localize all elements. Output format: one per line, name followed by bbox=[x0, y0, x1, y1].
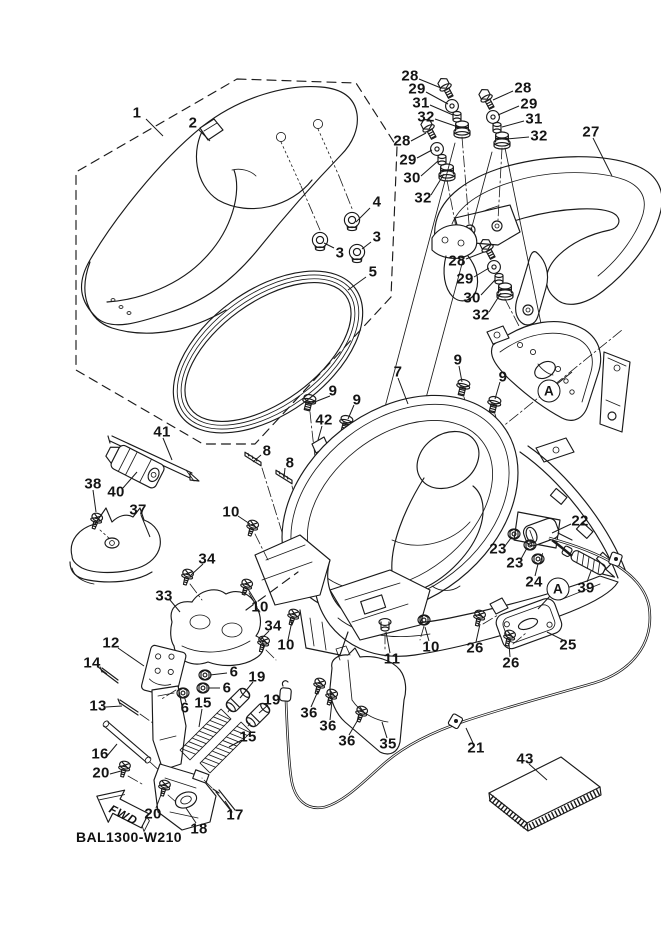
part-number-label: 21 bbox=[467, 739, 485, 757]
leader-line bbox=[210, 673, 227, 675]
part-number-label: 6 bbox=[229, 663, 239, 681]
part-number-label: 40 bbox=[107, 483, 125, 501]
seat bbox=[82, 87, 358, 334]
part-number-label: 26 bbox=[502, 654, 520, 672]
part-number-label: 31 bbox=[412, 94, 430, 112]
part-number-label: 8 bbox=[285, 454, 295, 472]
leader-line bbox=[421, 161, 438, 176]
leader-line bbox=[225, 801, 231, 810]
part-number-label: 19 bbox=[263, 691, 281, 709]
part-number-label: 12 bbox=[102, 634, 120, 652]
part-number-label: 9 bbox=[352, 391, 362, 409]
leader-line bbox=[163, 438, 172, 460]
part-number-label: 20 bbox=[92, 764, 110, 782]
part-number-label: 42 bbox=[315, 411, 333, 429]
leader-line bbox=[489, 293, 501, 312]
part-number-label: 4 bbox=[372, 193, 382, 211]
part-number-label: 34 bbox=[264, 617, 282, 635]
leader-line bbox=[118, 648, 144, 666]
seat-dampers bbox=[312, 212, 364, 262]
leader-line bbox=[311, 691, 318, 707]
leader-line bbox=[466, 728, 473, 743]
leader-line bbox=[362, 242, 371, 249]
leader-line bbox=[284, 468, 285, 478]
part-number-label: 28 bbox=[514, 79, 532, 97]
leader-line bbox=[110, 771, 121, 774]
part-number-label: 38 bbox=[84, 475, 102, 493]
leader-line bbox=[495, 382, 500, 399]
part-number-label: 23 bbox=[506, 554, 524, 572]
part-number-label: 34 bbox=[198, 550, 216, 568]
part-number-label: 25 bbox=[559, 636, 577, 654]
part-number-label: 8 bbox=[262, 442, 272, 460]
part-number-label: 23 bbox=[489, 540, 507, 558]
part-number-label: 9 bbox=[453, 351, 463, 369]
part-number-label: 29 bbox=[520, 95, 538, 113]
part-number-label: 6 bbox=[180, 699, 190, 717]
frame-ref-label: A bbox=[538, 380, 561, 403]
leader-line bbox=[521, 548, 527, 559]
part-number-label: 14 bbox=[83, 654, 101, 672]
part-number-label: 32 bbox=[472, 306, 490, 324]
part-number-label: 3 bbox=[372, 228, 382, 246]
part-number-label: 27 bbox=[582, 123, 600, 141]
leader-line bbox=[93, 490, 96, 512]
part-number-label: 36 bbox=[338, 732, 356, 750]
leader-line bbox=[507, 137, 529, 139]
leader-line bbox=[435, 119, 458, 127]
part-number-label: 29 bbox=[408, 80, 426, 98]
part-number-label: 31 bbox=[525, 110, 543, 128]
part-number-label: 13 bbox=[89, 697, 107, 715]
leader-line bbox=[481, 280, 495, 295]
part-number-label: 11 bbox=[383, 650, 401, 668]
part-number-label: 10 bbox=[222, 503, 240, 521]
part-number-label: 33 bbox=[155, 587, 173, 605]
frame-ref-label: A bbox=[547, 578, 570, 601]
part-number-label: 35 bbox=[379, 735, 397, 753]
part-number-label: 9 bbox=[328, 382, 338, 400]
leader-line bbox=[146, 119, 163, 136]
leader-line bbox=[426, 92, 448, 104]
leader-line bbox=[535, 564, 538, 576]
part-number-label: 5 bbox=[368, 263, 378, 281]
leader-line bbox=[106, 706, 122, 707]
part-number-label: 28 bbox=[448, 252, 466, 270]
part-number-label: 26 bbox=[466, 639, 484, 657]
part-number-label: 29 bbox=[399, 151, 417, 169]
part-number-label: 10 bbox=[251, 598, 269, 616]
owners-manual bbox=[489, 757, 601, 831]
lock-cover bbox=[70, 508, 160, 584]
part-number-label: 3 bbox=[335, 244, 345, 262]
part-number-label: 43 bbox=[516, 750, 534, 768]
part-number-label: 37 bbox=[129, 501, 147, 519]
part-number-label: 22 bbox=[571, 512, 589, 530]
leader-line bbox=[411, 133, 426, 141]
part-number-label: 2 bbox=[188, 114, 198, 132]
leader-line bbox=[417, 150, 432, 158]
part-number-label: 41 bbox=[153, 423, 171, 441]
part-number-label: 10 bbox=[277, 636, 295, 654]
part-number-label: 32 bbox=[417, 108, 435, 126]
part-number-label: 36 bbox=[319, 717, 337, 735]
part-number-label: 1 bbox=[132, 104, 142, 122]
part-number-label: 28 bbox=[393, 132, 411, 150]
part-number-label: 39 bbox=[577, 579, 595, 597]
leader-line bbox=[199, 709, 202, 727]
tool-kit bbox=[102, 436, 199, 490]
part-number-label: 20 bbox=[144, 805, 162, 823]
part-number-label: 18 bbox=[190, 820, 208, 838]
drawing-code: BAL1300-W210 bbox=[76, 829, 182, 845]
leader-line bbox=[107, 744, 117, 756]
part-number-label: 32 bbox=[414, 189, 432, 207]
part-number-label: 17 bbox=[226, 806, 244, 824]
part-number-label: 19 bbox=[248, 668, 266, 686]
part-number-label: 15 bbox=[239, 728, 257, 746]
leader-line bbox=[191, 564, 203, 575]
part-number-label: 24 bbox=[525, 573, 543, 591]
part-number-label: 16 bbox=[91, 745, 109, 763]
lock-springs bbox=[180, 686, 272, 773]
fwd-label: FWD bbox=[106, 801, 141, 829]
part-number-label: 28 bbox=[401, 67, 419, 85]
leader-line bbox=[502, 121, 524, 127]
part-number-label: 30 bbox=[403, 169, 421, 187]
part-number-label: 15 bbox=[194, 694, 212, 712]
part-number-label: 7 bbox=[393, 363, 403, 381]
leader-line bbox=[238, 516, 250, 524]
part-number-label: 10 bbox=[422, 638, 440, 656]
part-number-label: 6 bbox=[222, 679, 232, 697]
leader-line bbox=[240, 682, 253, 698]
leader-line bbox=[493, 91, 513, 100]
part-number-label: 29 bbox=[456, 270, 474, 288]
leader-line bbox=[498, 106, 519, 115]
part-number-label: 30 bbox=[463, 289, 481, 307]
part-number-label: 36 bbox=[300, 704, 318, 722]
part-number-label: 9 bbox=[498, 368, 508, 386]
leader-line bbox=[505, 538, 511, 546]
part-number-label: 32 bbox=[530, 127, 548, 145]
